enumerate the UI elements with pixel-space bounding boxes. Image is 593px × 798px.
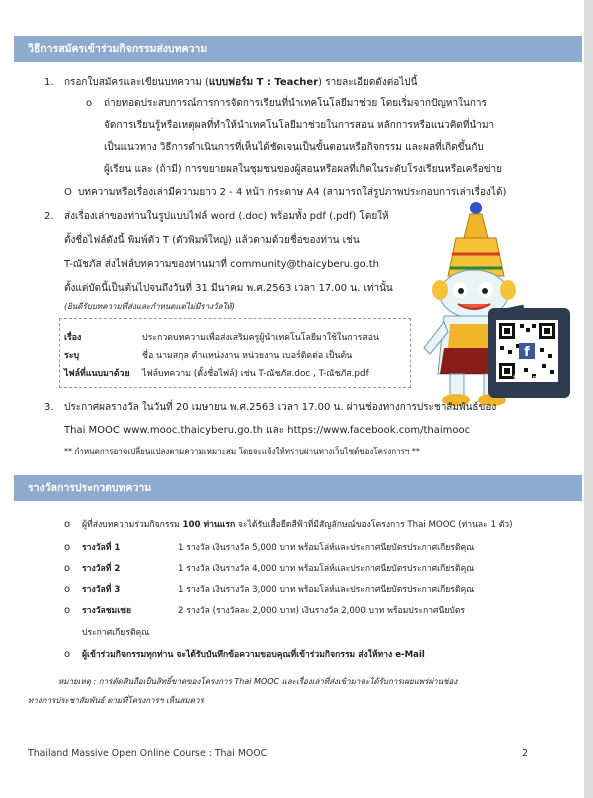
item1-post: ) รายละเอียดดังต่อไปนี้ (318, 77, 418, 88)
item2-line: ตั้งแต่บัดนี้เป็นต้นไปจนถึงวันที่ 31 มีนาคม พ.ศ.2563 เวลา 17.00 น. เท่านั้น (64, 283, 393, 294)
section-header-apply (14, 36, 582, 62)
award-detail-cont: ประกาศเกียรติคุณ (82, 628, 150, 638)
award-name: รางวัลชมเชย (82, 606, 132, 616)
facebook-label: facebook (513, 374, 545, 382)
award-detail: 1 รางวัล เงินรางวัล 3,000 บาท พร้อมโล่ห์และประกาศนียบัตรประกาศเกียรติคุณ (178, 585, 475, 595)
form-name: แบบฟอร์ม T : Teacher (208, 77, 319, 88)
email-subject-value: ประกวดบทความเพื่อส่งเสริมครูผู้นำเทคโนโลยีมาใช้ในการสอน (142, 333, 379, 343)
bullet: o (64, 649, 71, 660)
first-100-post: จะได้รับเสื้อยืดสีฟ้าที่มีสัญลักษณ์ของโครงการ Thai MOOC (ท่านละ 1 ตัว) (235, 520, 513, 530)
page-edge (584, 0, 593, 798)
email-specify-value: ชื่อ นามสกุล ตำแหน่งงาน หน่วยงาน เบอร์ติดต่อ เป็นต้น (142, 351, 353, 361)
award-name: รางวัลที่ 1 (82, 543, 121, 553)
bullet: o (64, 563, 71, 574)
item3-links[interactable]: Thai MOOC www.mooc.thaicyberu.go.th และ https://www.facebook.com/thaimooc (64, 425, 471, 436)
item1-sub-line: เป็นแนวทาง วิธีการดำเนินการที่เห็นได้ชัดเจนเป็นขั้นตอนหรือกิจกรรม และผลที่เกิดขึ้นกับ (104, 142, 484, 153)
bullet: o (64, 542, 71, 553)
item1-sub-line: ผู้เรียน และ (ถ้ามี) การขยายผลในชุมชนของผู้สอนหรือผลที่เกิดในระดับโรงเรียนหรือเครือข่าย (104, 164, 503, 175)
section-title: วิธีการสมัครเข้าร่วมกิจกรรมส่งบทความ (28, 43, 208, 55)
award-name: รางวัลที่ 2 (82, 564, 121, 574)
award-name: รางวัลที่ 3 (82, 585, 121, 595)
bullet: o (64, 584, 71, 595)
email-specify-label: ระบุ (64, 351, 80, 361)
item-number: 3. (44, 402, 54, 413)
item3-note: ** กำหนดการอาจเปลี่ยนแปลงตามความเหมาะสม โดยจะแจ้งให้ทราบผ่านทางเว็บไซต์ของโครงการฯ ** (64, 447, 420, 456)
page-number: 2 (522, 748, 528, 759)
remark-line: ทางการประชาสัมพันธ์ ตามที่โครงการฯ เห็นสมควร (28, 696, 204, 705)
item2-note: (ยินดีรับบทความที่ส่งและกำหนดแต่ไม่มีรางวัลให้) (64, 302, 235, 311)
item2-line: ส่งเรื่องเล่าของท่านในรูปแบบไฟล์ word (.doc) พร้อมทั้ง pdf (.pdf) โดยให้ (64, 211, 389, 222)
item1-sub-line: จัดการเรียนรู้หรือเหตุผลที่ทำให้นำเทคโนโลยีมาช่วยในการสอน หลักการหรือแนวคิดที่นำมา (104, 120, 495, 131)
svg-text:f: f (524, 345, 530, 360)
qr-code-icon (496, 320, 558, 382)
email-subject-label: เรื่อง (64, 333, 82, 343)
item2-line: T-ณัชภัส ส่งไฟล์บทความของท่านมาที่ community@thaicyberu.go.th (64, 259, 379, 270)
award-detail: 2 รางวัล (รางวัลละ 2,000 บาท) เงินรางวัล 2,000 บาท พร้อมประกาศนียบัตร (178, 606, 466, 616)
item1-text (64, 76, 417, 90)
bullet: O (64, 187, 72, 198)
all-participants-award: ผู้เข้าร่วมกิจกรรมทุกท่าน จะได้รับบันทึกข้อความขอบคุณที่เข้าร่วมกิจกรรม ส่งให้ทาง e-Mail (82, 650, 425, 660)
bullet: o (64, 519, 71, 530)
item1-length-requirement: บทความหรือเรื่องเล่ามีความยาว 2 - 4 หน้า กระดาษ A4 (สามารถใส่รูปภาพประกอบการเล่าเรื่องได้) (78, 187, 507, 198)
item1-sub-line: ถ่ายทอดประสบการณ์การการจัดการเรียนที่นำเทคโนโลยีมาช่วย โดยเริ่มจากปัญหาในการ (104, 98, 487, 109)
email-attachment-value: ไฟล์บทความ (ตั้งชื่อไฟล์) เช่น T-ณัชภัส.doc , T-ณัชภัส.pdf (142, 369, 369, 379)
first-100-bold: 100 ท่านแรก (182, 520, 236, 530)
item-number: 1. (44, 77, 54, 88)
item2-line: ตั้งชื่อไฟล์ดังนี้ พิมพ์ตัว T (ตัวพิมพ์ใหญ่) แล้วตามด้วยชื่อของท่าน เช่น (64, 235, 360, 246)
section-title: รางวัลการประกวดบทความ (28, 482, 152, 494)
email-attachment-label: ไฟล์ที่แนบมาด้วย (64, 369, 130, 379)
section-header-awards (14, 475, 582, 501)
item-number: 2. (44, 211, 54, 222)
award-detail: 1 รางวัล เงินรางวัล 4,000 บาท พร้อมโล่ห์และประกาศนียบัตรประกาศเกียรติคุณ (178, 564, 475, 574)
first-100-award (82, 518, 512, 532)
bullet: o (86, 98, 93, 109)
award-detail: 1 รางวัล เงินรางวัล 5,000 บาท พร้อมโล่ห์และประกาศนียบัตรประกาศเกียรติคุณ (178, 543, 475, 553)
bullet: o (64, 605, 71, 616)
first-100-pre: ผู้ที่ส่งบทความร่วมกิจกรรม (82, 520, 183, 530)
footer-text: Thailand Massive Open Online Course : Thai MOOC (28, 748, 268, 759)
item3-line: ประกาศผลรางวัล ในวันที่ 20 เมษายน พ.ศ.2563 เวลา 17.00 น. ผ่านช่องทางการประชาสัมพันธ์ของ (64, 402, 497, 413)
item1-pre: กรอกใบสมัครและเขียนบทความ ( (64, 77, 209, 88)
remark-line: หมายเหตุ : การตัดสินถือเป็นสิทธิ์ขาดของโครงการ Thai MOOC และเรื่องเล่าที่ส่งเข้ามาจะได้รับการเผยแพร่ผ่านช่อง (58, 677, 458, 686)
